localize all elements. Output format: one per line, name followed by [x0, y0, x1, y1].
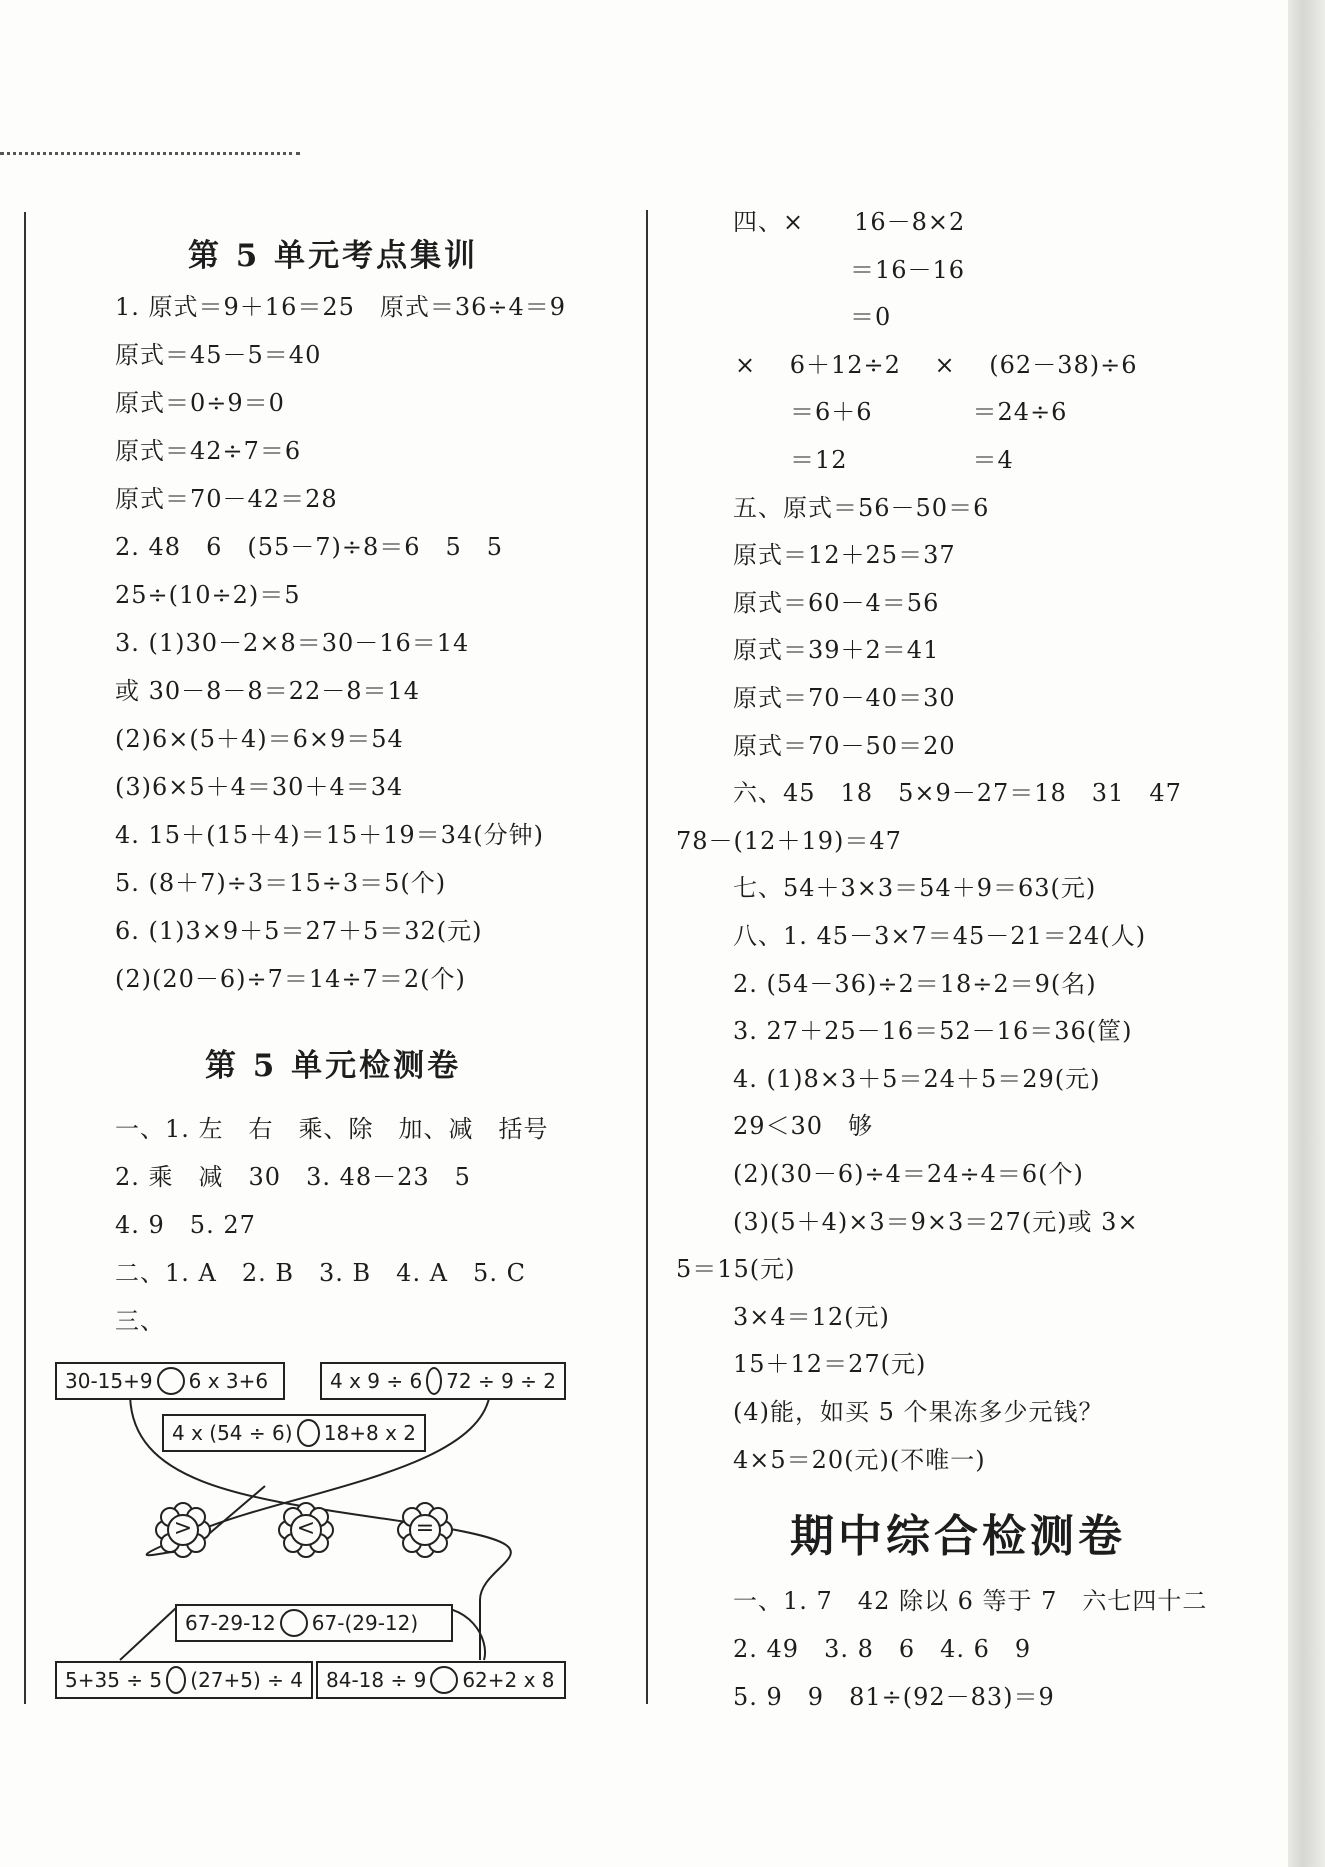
answer-line: 或 30－8－8＝22－8＝14 [115, 677, 421, 705]
answer-line: 原式＝0÷9＝0 [115, 389, 285, 417]
flower-symbol-1 [155, 1502, 211, 1558]
answer-line: 五、原式＝56－50＝6 [733, 493, 990, 522]
matching-box-3 [162, 1414, 426, 1452]
answer-line: 4. (1)8×3＋5＝24＋5＝29(元) [733, 1064, 1101, 1093]
matching-box-4 [175, 1604, 453, 1642]
answer-line: 二、1. A 2. B 3. B 4. A 5. C [115, 1259, 526, 1287]
answer-line: 一、1. 左 右 乘、除 加、减 括号 [115, 1115, 549, 1143]
answer-line: 5. (8＋7)÷3＝15÷3＝5(个) [115, 869, 447, 897]
expression-left: 84-18 ÷ 9 [326, 1668, 427, 1692]
answer-line: (2)(20－6)÷7＝14÷7＝2(个) [115, 965, 466, 993]
expression-left: 4 x (54 ÷ 6) [172, 1421, 293, 1445]
answer-line: 原式＝39＋2＝41 [733, 636, 940, 665]
answer-line: 原式＝45－5＝40 [115, 341, 322, 369]
answer-line: (2)(30－6)÷4＝24÷4＝6(个) [733, 1160, 1084, 1188]
answer-line: 15＋12＝27(元) [733, 1350, 927, 1379]
answer-line: 原式＝70－50＝20 [733, 731, 956, 760]
answer-line: 四、× 16－8×2 [733, 208, 966, 236]
section-title-unit5-practice: 第 5 单元考点集训 [188, 238, 479, 274]
flower-symbol-3 [397, 1502, 453, 1558]
answer-line: 七、54＋3×3＝54＋9＝63(元) [733, 874, 1097, 903]
blank-circle [280, 1609, 308, 1637]
answer-line: 25÷(10÷2)＝5 [115, 581, 301, 609]
answer-line: 一、1. 7 42 除以 6 等于 7 六七四十二 [733, 1587, 1208, 1615]
expression-right: 72 ÷ 9 ÷ 2 [446, 1369, 556, 1393]
flower-symbol-text: < [296, 1516, 316, 1541]
answer-line: 29＜30 够 [733, 1112, 874, 1141]
expression-right: 67-(29-12) [311, 1611, 419, 1635]
answer-line: 4. 9 5. 27 [115, 1211, 256, 1239]
answer-line: 原式＝12＋25＝37 [733, 541, 956, 570]
expression-left: 67-29-12 [185, 1611, 276, 1635]
answer-line: 4×5＝20(元)(不唯一) [733, 1445, 986, 1474]
flower-symbol-2 [278, 1502, 334, 1558]
expression-right: 62+2 x 8 [462, 1668, 555, 1692]
expression-left: 30-15+9 [65, 1369, 153, 1393]
expression-left: 4 x 9 ÷ 6 [330, 1369, 423, 1393]
answer-line: 5. 9 9 81÷(92－83)＝9 [733, 1683, 1055, 1711]
matching-box-6 [316, 1661, 566, 1699]
answer-line: 3×4＝12(元) [733, 1302, 890, 1331]
answer-line: 原式＝42÷7＝6 [115, 437, 302, 465]
answer-line: 2. (54－36)÷2＝18÷2＝9(名) [733, 969, 1097, 998]
flower-symbol-text: > [173, 1516, 193, 1541]
answer-line: ＝16－16 [850, 255, 966, 284]
matching-box-5 [55, 1661, 313, 1699]
answer-line: (3)6×5＋4＝30＋4＝34 [115, 773, 404, 801]
blank-circle [430, 1666, 458, 1694]
answer-line: 原式＝70－40＝30 [733, 684, 956, 712]
answer-line: 6. (1)3×9＋5＝27＋5＝32(元) [115, 917, 483, 945]
flower-symbol-text: = [415, 1516, 435, 1541]
answer-line: 1. 原式＝9＋16＝25 原式＝36÷4＝9 [115, 293, 567, 321]
answer-line: 八、1. 45－3×7＝45－21＝24(人) [733, 922, 1147, 950]
answer-line: 三、 [115, 1307, 165, 1335]
section-title-unit5-test: 第 5 单元检测卷 [205, 1048, 462, 1084]
section-title-midterm: 期中综合检测卷 [790, 1511, 1126, 1562]
answer-line: ＝6＋6 ＝24÷6 [790, 398, 1068, 427]
answer-line: × 6＋12÷2 × (62－38)÷6 [735, 350, 1138, 379]
connector-line [120, 1608, 176, 1660]
blank-circle [166, 1666, 186, 1694]
answer-line: ＝12 ＝4 [790, 446, 1014, 474]
answer-line: 2. 乘 减 30 3. 48－23 5 [115, 1163, 471, 1191]
matching-box-2 [320, 1362, 566, 1400]
blank-circle [297, 1419, 320, 1447]
answer-line: 2. 48 6 (55－7)÷8＝6 5 5 [115, 533, 504, 561]
matching-box-1 [55, 1362, 285, 1400]
answer-line: ＝0 [850, 303, 892, 332]
answer-line: 4. 15＋(15＋4)＝15＋19＝34(分钟) [115, 821, 544, 849]
expression-left: 5+35 ÷ 5 [65, 1668, 163, 1692]
answer-line: 六、45 18 5×9－27＝18 31 47 [733, 779, 1182, 808]
blank-circle [426, 1367, 442, 1395]
blank-circle [157, 1367, 185, 1395]
matching-connector-lines [0, 0, 660, 1867]
answer-line: 78－(12＋19)＝47 [676, 826, 902, 855]
answer-line: 3. 27＋25－16＝52－16＝36(筐) [733, 1017, 1133, 1046]
answer-line: 3. (1)30－2×8＝30－16＝14 [115, 629, 470, 657]
expression-right: 6 x 3+6 [188, 1369, 269, 1393]
answer-line: 原式＝60－4＝56 [733, 588, 940, 617]
answer-line: 2. 49 3. 8 6 4. 6 9 [733, 1635, 1032, 1663]
page-edge-shadow [1288, 0, 1325, 1867]
answer-line: 5＝15(元) [676, 1255, 796, 1284]
answer-line: (2)6×(5＋4)＝6×9＝54 [115, 725, 404, 753]
expression-right: 18+8 x 2 [323, 1421, 416, 1445]
expression-right: (27+5) ÷ 4 [190, 1668, 303, 1692]
answer-line: (4)能，如买 5 个果冻多少元钱？ [733, 1398, 1104, 1426]
answer-line: (3)(5＋4)×3＝9×3＝27(元)或 3× [733, 1207, 1139, 1236]
answer-line: 原式＝70－42＝28 [115, 485, 338, 513]
